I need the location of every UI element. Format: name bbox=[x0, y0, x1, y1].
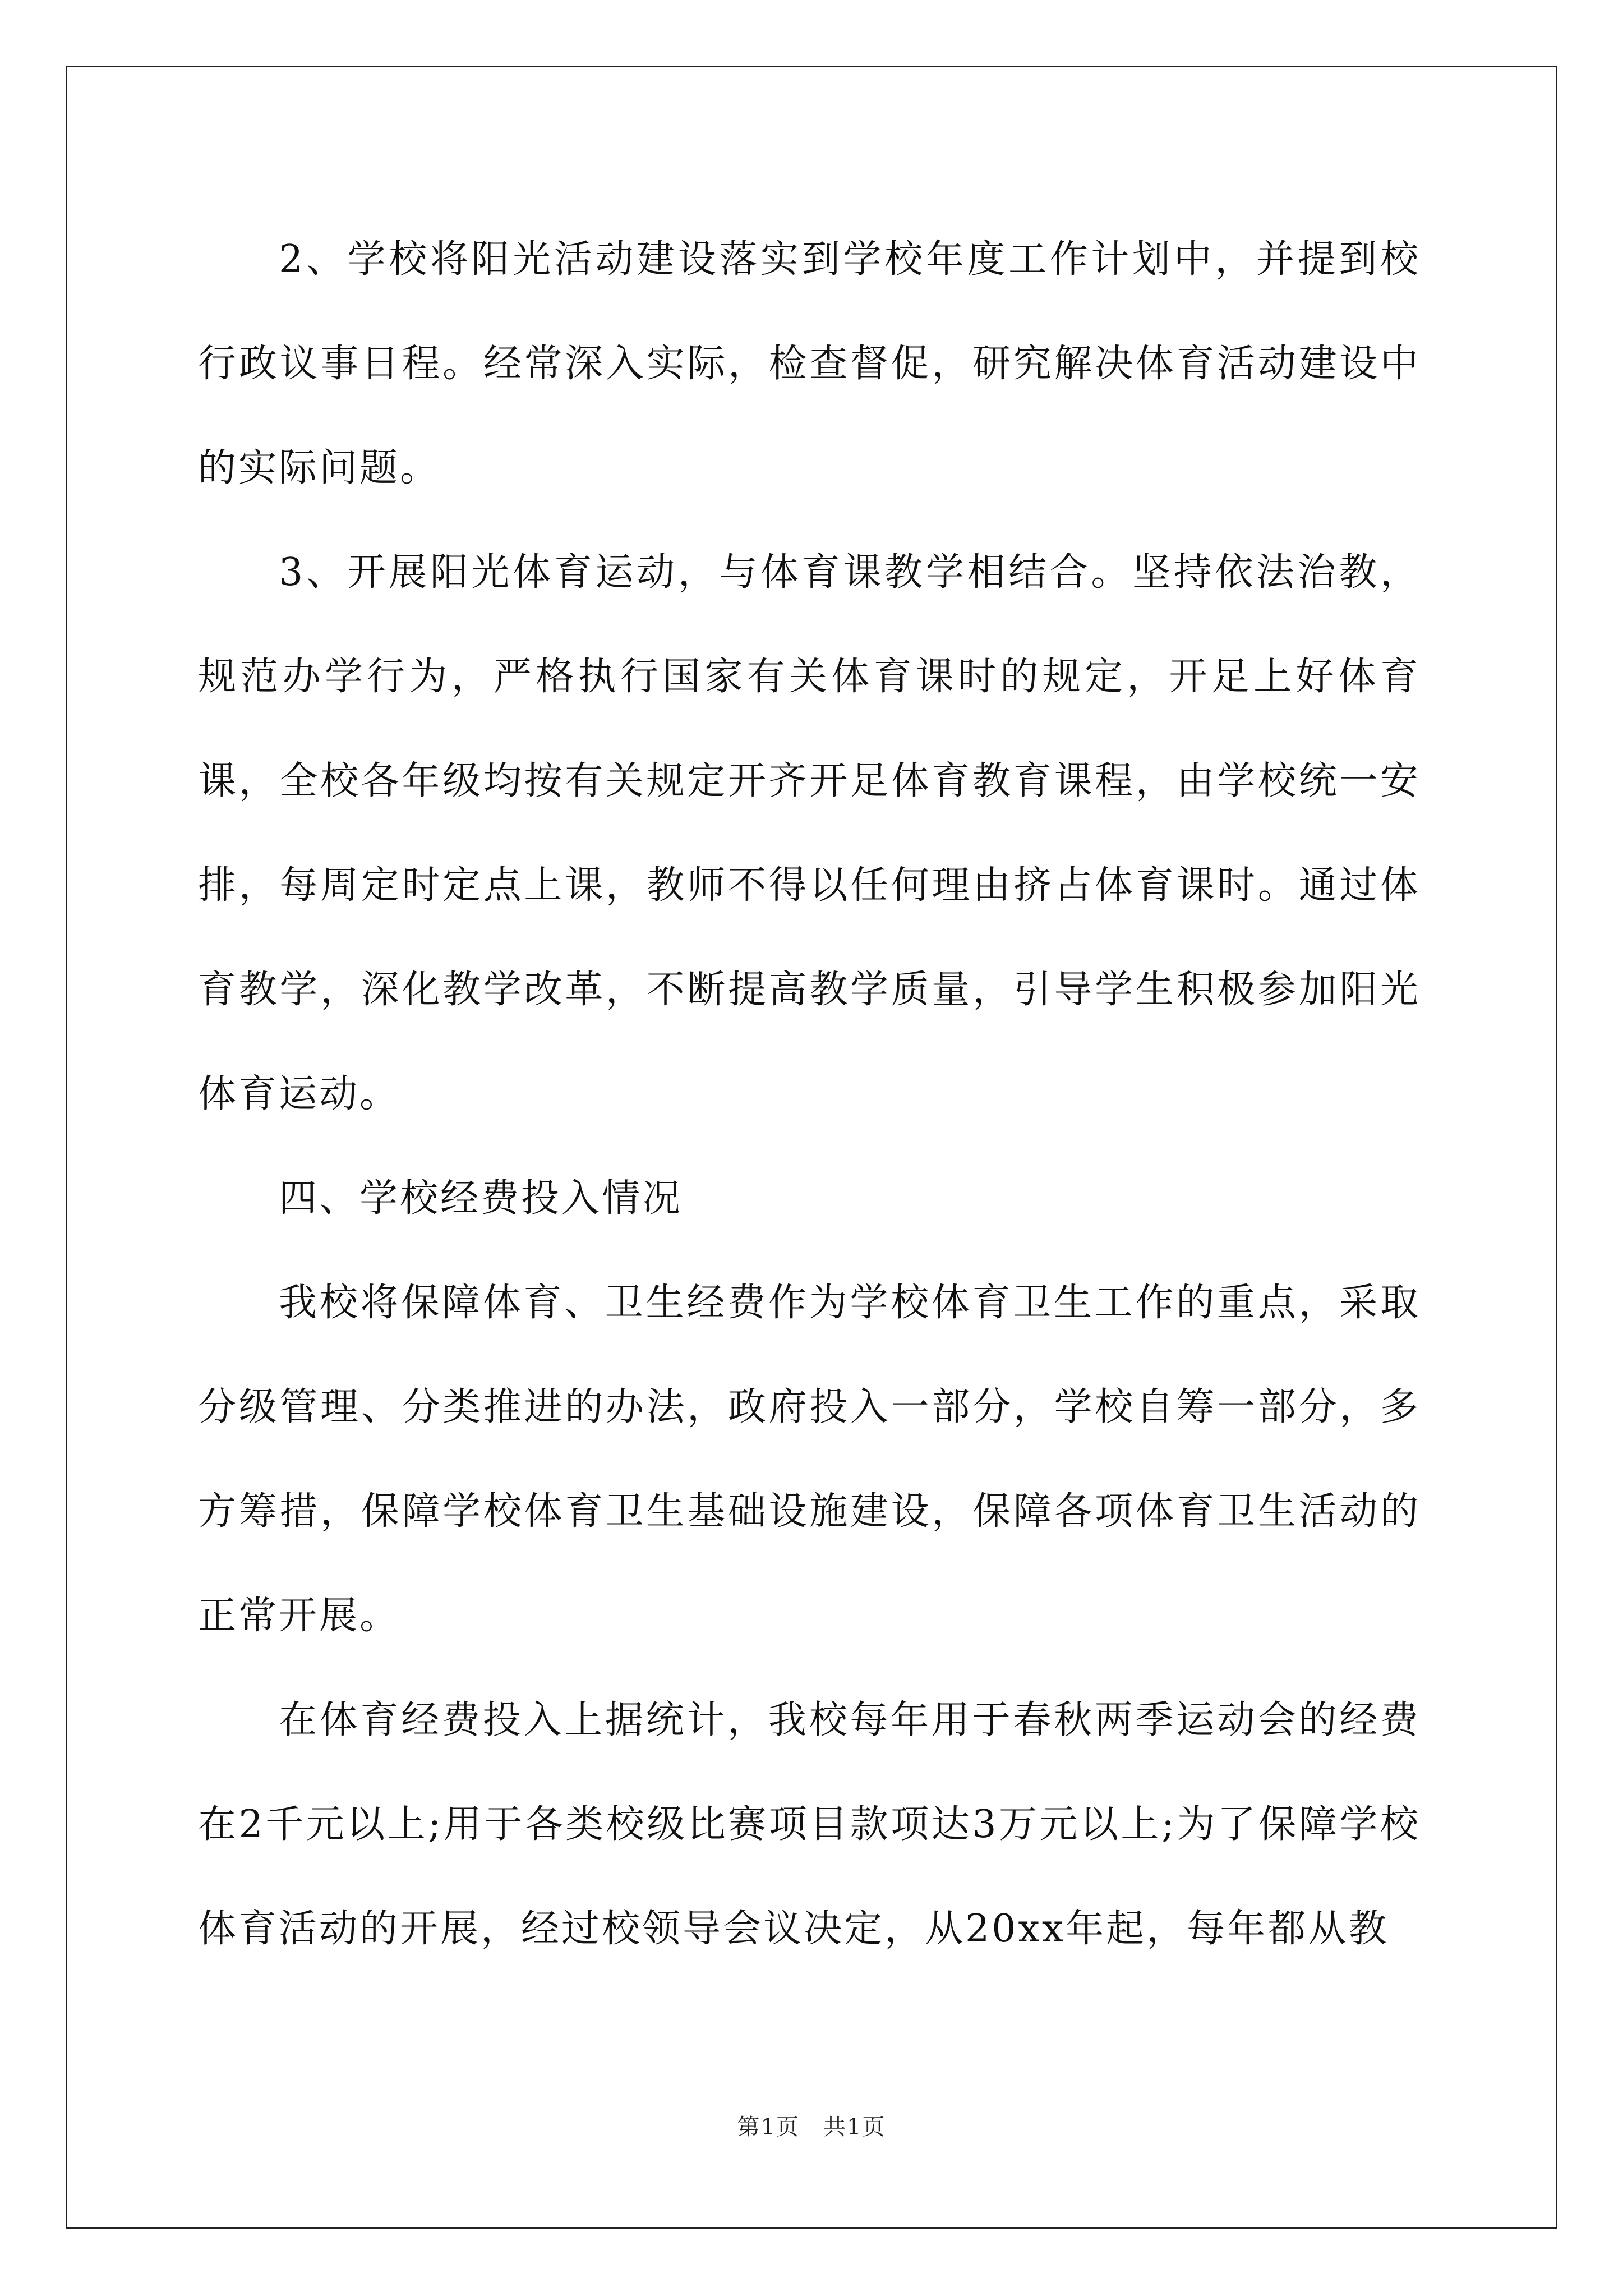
paragraph: 我校将保障体育、卫生经费作为学校体育卫生工作的重点，采取分级管理、分类推进的办法，政府投入一部分，学校自筹一部分，多方筹措，保障学校体育卫生基础设施建设，保障各项体育卫生活动的正常开展。 bbox=[198, 1281, 1421, 1638]
page-number-footer: 第1页 共1页 bbox=[737, 2114, 886, 2140]
paragraph: 在体育经费投入上据统计，我校每年用于春秋两季运动会的经费在2千元以上;用于各类校级比赛项目款项达3万元以上;为了保障学校体育活动的开展，经过校领导会议决定，从20xx年起，每年都从教 bbox=[198, 1698, 1421, 1951]
section-heading: 四、学校经费投入情况 bbox=[279, 1176, 683, 1221]
document-body bbox=[198, 208, 1421, 1981]
paragraph: 2、学校将阳光活动建设落实到学校年度工作计划中，并提到校行政议事日程。经常深入实际，检查督促，研究解决体育活动建设中的实际问题。 bbox=[198, 237, 1421, 490]
paragraph: 3、开展阳光体育运动，与体育课教学相结合。坚持依法治教，规范办学行为，严格执行国家有关体育课时的规定，开足上好体育课，全校各年级均按有关规定开齐开足体育教育课程，由学校统一安排，每周定时定点上课，教师不得以任何理由挤占体育课时。通过体育教学，深化教学改革，不断提高教学质量，引导学生积极参加阳光体育运动。 bbox=[198, 550, 1421, 1116]
